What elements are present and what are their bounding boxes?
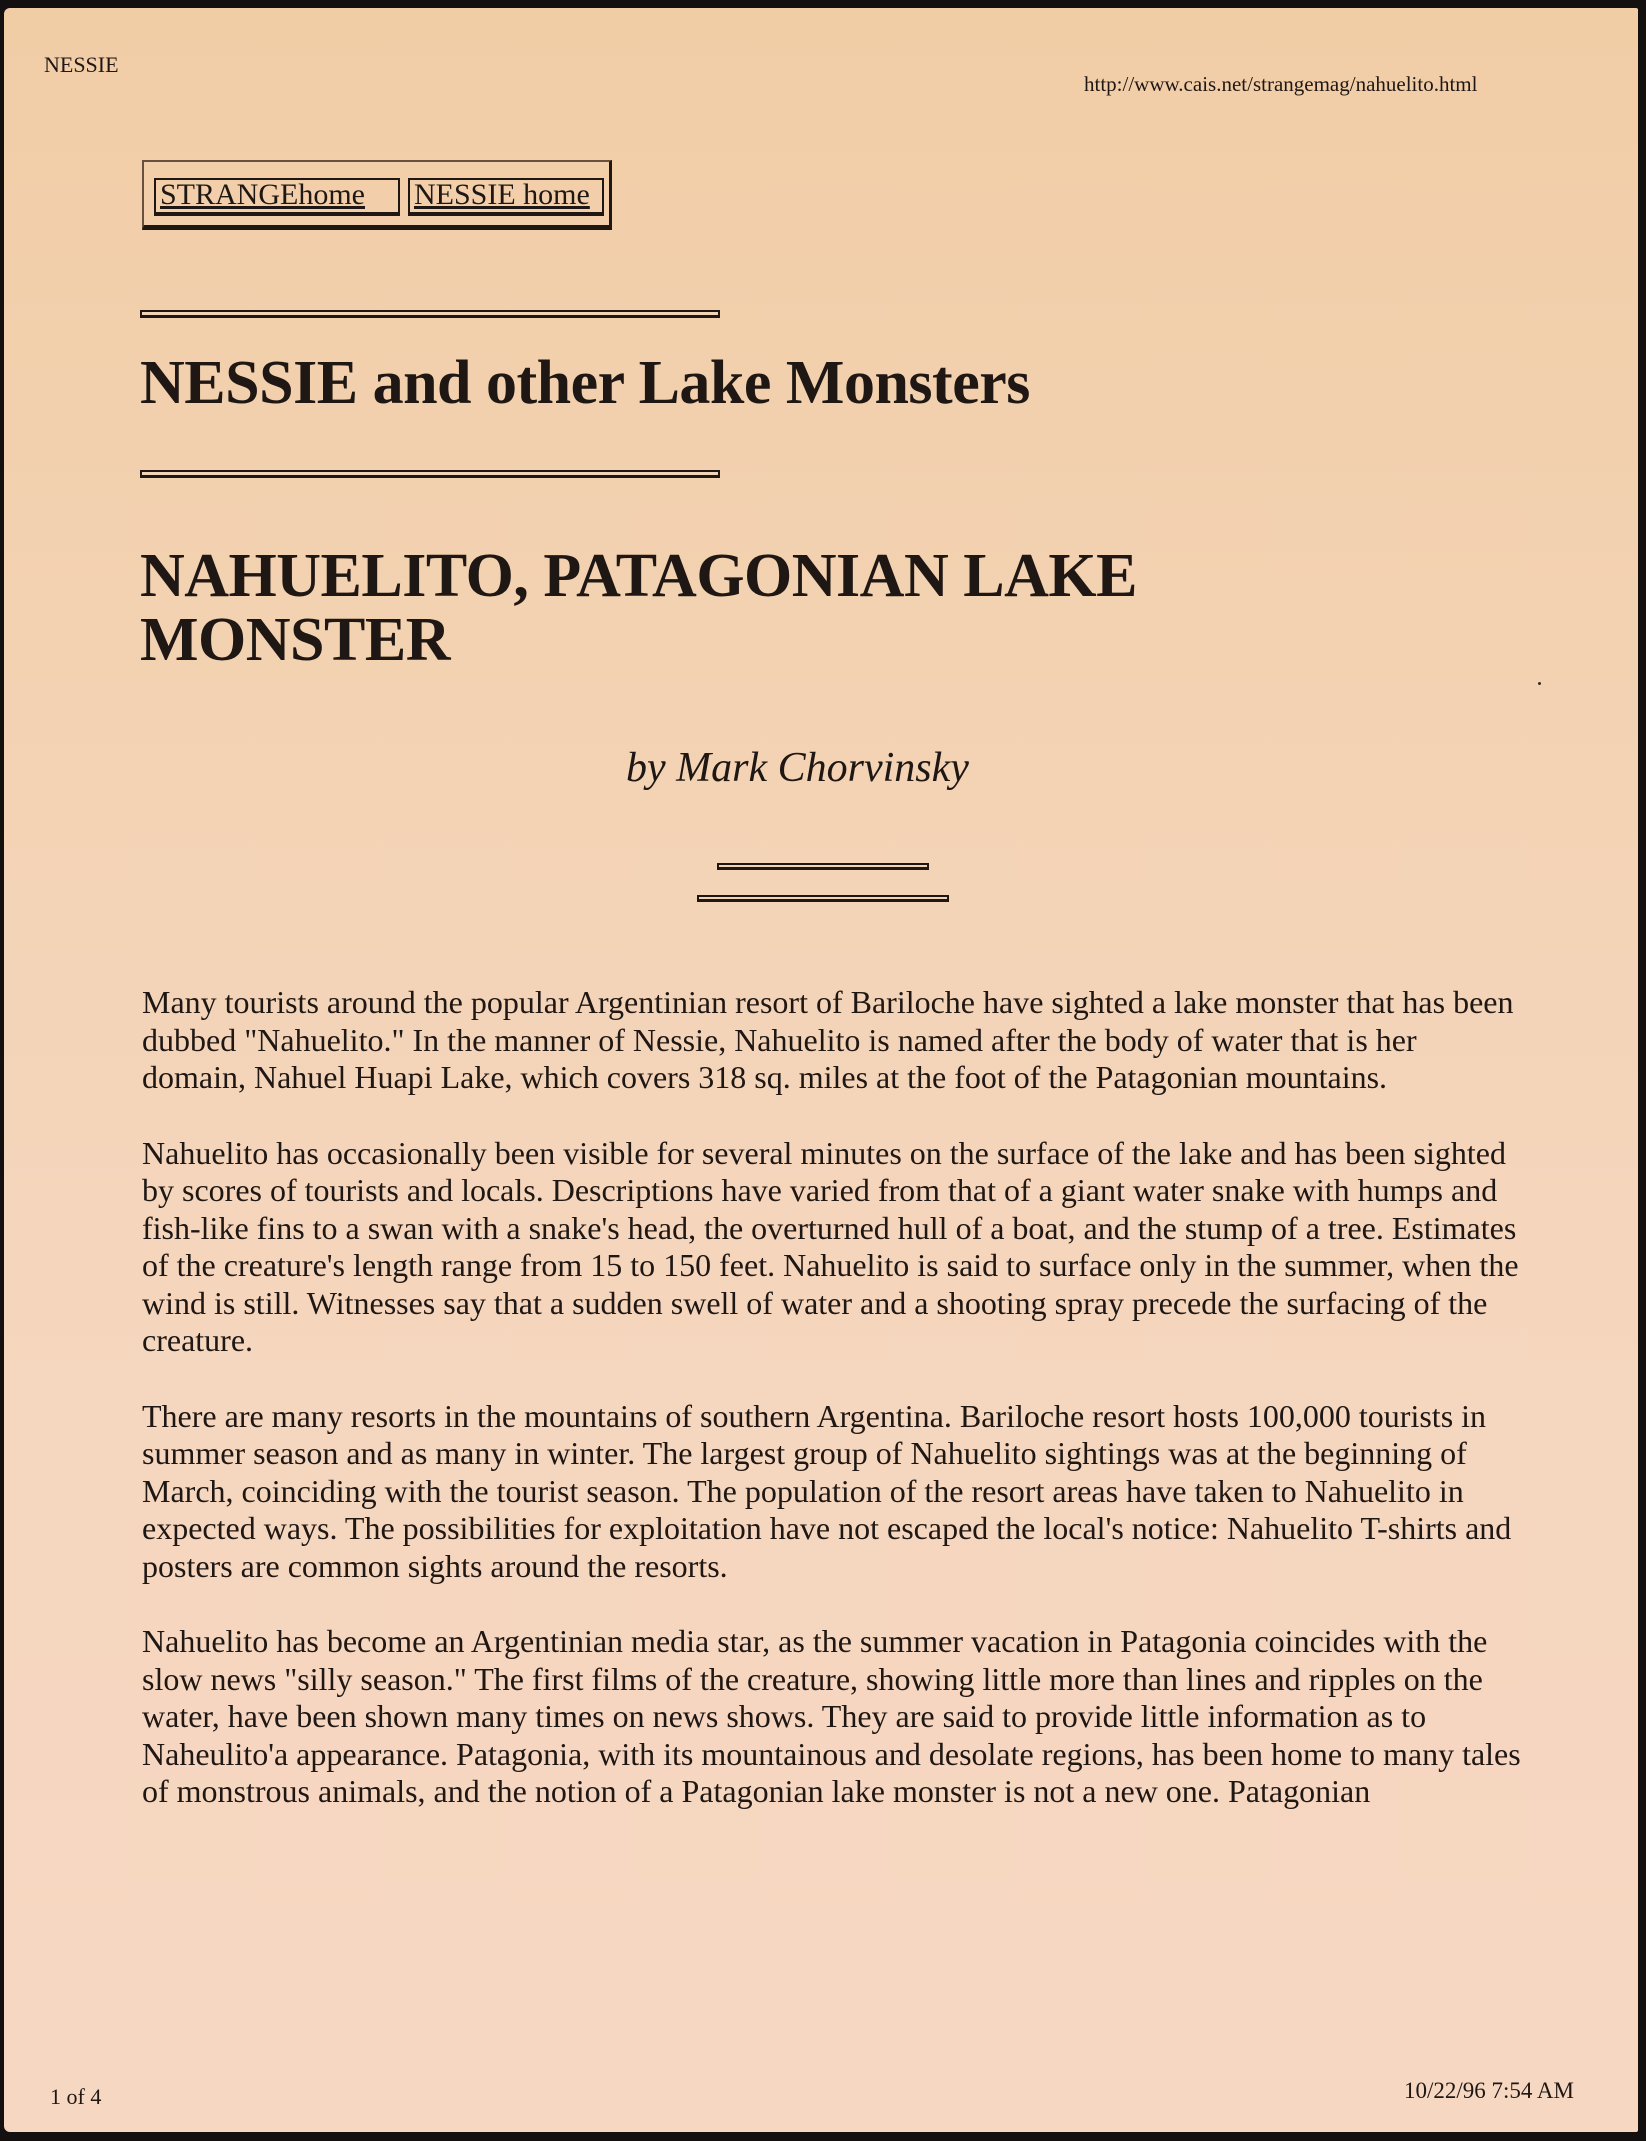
byline: by Mark Chorvinsky xyxy=(626,745,969,791)
strange-home-link[interactable]: STRANGEhome xyxy=(154,178,400,216)
section-title: NESSIE and other Lake Monsters xyxy=(140,349,1030,417)
paragraph: Nahuelito has occasionally been visible for several minutes on the surface of the lake and has been sighted by scores of tourists and locals. Descriptions have varied from that of a giant water snake with humps and fish-like fins to a swan with a snake's head, the overturned hull of a boat, and the stump of a tree. Estimates of the creature's length range from 15 to 150 feet. Nahuelito is said to surface only in the summer, when the wind is still. Witnesses say that a sudden swell of water and a shooting spray precede the surfacing of the creature. xyxy=(142,1134,1519,1358)
nessie-home-link[interactable]: NESSIE home xyxy=(408,178,604,216)
horizontal-rule xyxy=(140,470,720,478)
nav-bar xyxy=(142,160,612,230)
horizontal-rule xyxy=(697,895,949,902)
header-site-label: NESSIE xyxy=(44,52,119,77)
horizontal-rule xyxy=(717,863,929,870)
article-title: NAHUELITO, PATAGONIAN LAKE MONSTER xyxy=(140,542,1137,674)
article-body xyxy=(142,984,1522,1849)
paragraph: Many tourists around the popular Argentinian resort of Bariloche have sighted a lake monster that has been dubbed "Nahuelito." In the manner of Nessie, Nahuelito is named after the body of water that is her domain, Nahuel Huapi Lake, which covers 318 sq. miles at the foot of the Patagonian mountains. xyxy=(142,984,1514,1095)
page-number: 1 of 4 xyxy=(50,2084,102,2109)
print-timestamp: 10/22/96 7:54 AM xyxy=(1404,2078,1574,2103)
printed-page xyxy=(4,8,1638,2132)
horizontal-rule xyxy=(140,310,720,318)
paragraph: There are many resorts in the mountains of southern Argentina. Bariloche resort hosts 100,000 tourists in summer season and as many in winter. The largest group of Nahuelito sightings was at the beginning of March, coinciding with the tourist season. The population of the resort areas have taken to Nahuelito in expected ways. The possibilities for exploitation have not escaped the local's notice: Nahuelito T-shirts and posters are common sights around the resorts. xyxy=(142,1397,1512,1584)
paragraph: Nahuelito has become an Argentinian media star, as the summer vacation in Patagonia coincides with the slow news "silly season." The first films of the creature, showing little more than lines and ripples on the water, have been shown many times on news shows. They are said to provide little information as to Naheulito'a appearance. Patagonia, with its mountainous and desolate regions, has been home to many tales of monstrous animals, and the notion of a Patagonian lake monster is not a new one. Patagonian xyxy=(142,1623,1521,1809)
header-url: http://www.cais.net/strangemag/nahuelito.html xyxy=(1084,72,1478,96)
paper-speck xyxy=(1538,682,1541,685)
